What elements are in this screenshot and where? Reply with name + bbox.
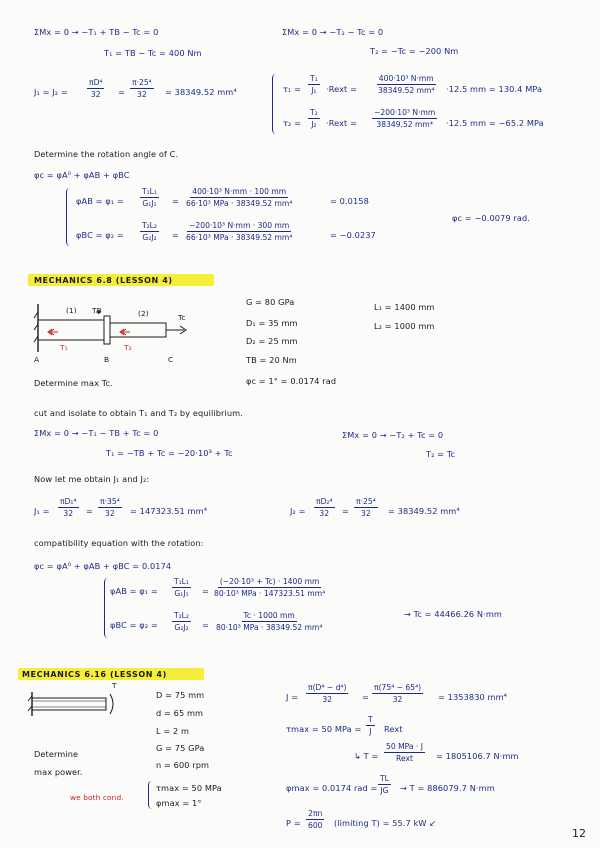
s2-phibc-frac: $\frac{\text{T₂L₂}}{\text{G₂J₂}}$ — [174, 611, 189, 632]
j1-lhs: J₁ = — [34, 506, 50, 516]
cond-brace — [148, 781, 155, 809]
given-g: G = 80 GPa — [246, 297, 295, 307]
j1-frac: $\frac{\text{πD₁⁴}}{32}$ — [60, 497, 77, 518]
phi-max-eq: φmax = 0.0174 rad = — [286, 783, 378, 793]
tau2-lhs: τ₂ = — [283, 118, 302, 128]
phiab-eq: = — [172, 196, 179, 206]
given-l1: L₁ = 1400 mm — [374, 302, 435, 312]
phibc-frac2: −200·10³ N·mm · 300 mm 66·10³ MPa · 38349.52 mm⁴ — [186, 221, 293, 242]
j1-result: = 147323.51 mm⁴ — [130, 506, 208, 516]
fig-t2: T₂ — [124, 343, 132, 352]
tau1-result: ·12.5 mm = 130.4 MPa — [446, 84, 543, 94]
given-tb: TB = 20 Nm — [246, 355, 297, 365]
j-lhs: J₁ = J₂ = — [34, 87, 68, 97]
given-d2: D₂ = 25 mm — [246, 336, 298, 346]
eq-t2: T₂ = −Tc = −200 Nm — [370, 46, 459, 56]
tau-max-eq: τmax = 50 MPa = — [286, 724, 362, 734]
tau-t-lhs: ↳ T = — [354, 751, 379, 761]
eq-sum-moments-2: ΣMx = 0 → −T₂ − Tc = 0 — [282, 27, 384, 37]
phiab-frac2: 400·10³ N·mm · 100 mm 66·10³ MPa · 38349.52 mm⁴ — [186, 187, 293, 208]
tube-torque-label: T — [112, 681, 117, 690]
s2-phibc-lhs: φBC = φ₂ = — [110, 620, 158, 630]
tau-t-frac: 50 MPa · J Rext — [386, 742, 424, 763]
max-power-label: max power. — [34, 767, 83, 777]
power-frac: $\frac{2\pi n}{600}$ — [308, 809, 323, 830]
phibc-frac: $\frac{\text{T₂L₂}}{\text{G₂J₂}}$ — [142, 221, 157, 242]
cut-isolate: cut and isolate to obtain T₁ and T₂ by equilibrium. — [34, 408, 243, 418]
phi-brace — [66, 188, 73, 246]
phi-max-frac: $\frac{TL}{JG}$ — [380, 774, 389, 795]
fig-t1: T₁ — [60, 343, 68, 352]
phibc-lhs: φBC = φ₂ = — [76, 230, 124, 240]
j-frac-2: $\frac{\text{π·25⁴}}{32}$ — [132, 78, 152, 99]
s2-phibc-frac2: Tc · 1000 mm 80·10³ MPa · 38349.52 mm⁴ — [216, 611, 323, 632]
tau-frac: $\frac{T}{J}$ — [368, 715, 373, 736]
given-g-mod: G = 75 GPa — [156, 743, 205, 753]
tau2-mid: ·Rext = — [326, 118, 358, 128]
determine-tc: Determine max Tc. — [34, 378, 113, 388]
s3-j-lhs: J = — [286, 692, 299, 702]
phiab-lhs: φAB = φ₁ = — [76, 196, 124, 206]
eq-t2-expr: T₂ = Tc — [426, 449, 456, 459]
page-number: 12 — [572, 827, 586, 840]
now-obtain-j: Now let me obtain J₁ and J₂: — [34, 474, 150, 484]
j-frac-1: $\frac{\text{πD⁴}}{32}$ — [89, 78, 103, 99]
tau1-mid: ·Rext = — [326, 84, 358, 94]
phiab-frac: $\frac{\text{T₁L₁}}{\text{G₁J₁}}$ — [142, 187, 157, 208]
given-d1: D₁ = 35 mm — [246, 318, 298, 328]
fig-c: C — [168, 355, 174, 364]
tau-rext: Rext — [384, 724, 403, 734]
s2-phiab-frac2: (−20·10³ + Tc) · 1400 mm 80·10³ MPa · 147323.51 mm⁴ — [214, 577, 326, 598]
s3-j-frac2: $\frac{\text{π(75⁴ − 65⁴)}}{32}$ — [374, 683, 422, 704]
fig-segment-1: (1) — [66, 306, 77, 315]
given-phic: φc = 1° = 0.0174 rad — [246, 376, 337, 386]
j2-eq: = — [342, 506, 349, 516]
s2-phiab-lhs: φAB = φ₁ = — [110, 586, 158, 596]
cond-tau-max: τmax = 50 MPa — [156, 783, 222, 793]
phi-t-result: → T = 886079.7 N·mm — [400, 783, 495, 793]
given-l2: L₂ = 1000 mm — [374, 321, 435, 331]
shaft-diagram — [34, 302, 204, 362]
s3-j-frac: $\frac{\text{π(D⁴ − d⁴)}}{32}$ — [308, 683, 347, 704]
fig-b: B — [104, 355, 110, 364]
compatibility-eq: φc = φA⁰ + φAB + φBC = 0.0174 — [34, 561, 172, 571]
tau1-frac2: $\frac{\text{400·10³ N·mm}}{\text{38349.52 mm⁴}}$ — [378, 74, 435, 95]
given-outer-d: D = 75 mm — [156, 690, 205, 700]
phi-c-result: φc = −0.0079 rad. — [452, 213, 530, 223]
s3-j-eq: = — [362, 692, 369, 702]
s2-phibc-eq: = — [202, 620, 209, 630]
tau1-lhs: τ₁ = — [283, 84, 302, 94]
s2-phiab-eq: = — [202, 586, 209, 596]
eq-sum-moments-1: ΣMx = 0 → −T₁ + TB − Tc = 0 — [34, 27, 159, 37]
compatibility-label: compatibility equation with the rotation: — [34, 538, 204, 548]
phibc-eq: = — [172, 230, 179, 240]
j1-eq: = — [86, 506, 93, 516]
power-lhs: P = — [286, 818, 301, 828]
j2-frac: $\frac{\text{πD₂⁴}}{32}$ — [316, 497, 333, 518]
tau2-result: ·12.5 mm = −65.2 MPa — [446, 118, 544, 128]
fig-tb: TB — [92, 306, 102, 315]
fig-tc: Tc — [178, 313, 186, 322]
fig-segment-2: (2) — [138, 309, 149, 318]
s3-j-result: = 1353830 mm⁴ — [438, 692, 508, 702]
eq-equilibrium-1: ΣMx = 0 → −T₁ − TB + Tc = 0 — [34, 428, 159, 438]
both-conditions-note: we both cond. — [70, 793, 124, 802]
j2-frac2: $\frac{\text{π·25⁴}}{32}$ — [356, 497, 376, 518]
j2-result: = 38349.52 mm⁴ — [388, 506, 460, 516]
tau2-frac: $\frac{\text{T₂}}{\text{J₂}}$ — [310, 108, 318, 129]
given-length: L = 2 m — [156, 726, 190, 736]
cond-phi-max: φmax = 1° — [156, 798, 202, 808]
phi-c-sum: φc = φA⁰ + φAB + φBC — [34, 170, 130, 180]
eq-t1-expr: T₁ = −TB + Tc = −20·10³ + Tc — [106, 448, 233, 458]
section-title-6-16: MECHANICS 6.16 (LESSON 4) — [22, 670, 167, 679]
tc-result: → Tc = 44466.26 N·mm — [404, 609, 502, 619]
j1-frac2: $\frac{\text{π·35⁴}}{32}$ — [100, 497, 120, 518]
s2-phiab-frac: $\frac{\text{T₁L₁}}{\text{G₁J₁}}$ — [174, 577, 189, 598]
eq-t1: T₁ = TB − Tc = 400 Nm — [104, 48, 202, 58]
eq-equilibrium-2: ΣMx = 0 → −T₂ + Tc = 0 — [342, 430, 444, 440]
tau2-frac2: $\frac{\text{−200·10³ N·mm}}{\text{38349.52 mm⁴}}$ — [374, 108, 436, 129]
phiab-result: = 0.0158 — [330, 196, 369, 206]
given-speed: n = 600 rpm — [156, 760, 210, 770]
phibc-result: = −0.0237 — [330, 230, 376, 240]
determine-label: Determine — [34, 749, 79, 759]
j-result: = 38349.52 mm⁴ — [165, 87, 237, 97]
tube-diagram — [30, 692, 126, 718]
fig-a: A — [34, 355, 40, 364]
j-eq: = — [118, 87, 125, 97]
tau1-frac: $\frac{\text{T₁}}{\text{J₁}}$ — [310, 74, 318, 95]
power-result: (limiting T) = 55.7 kW ↙ — [334, 818, 437, 828]
tau-brace — [272, 74, 279, 134]
j2-lhs: J₂ = — [290, 506, 306, 516]
section-title-6-8: MECHANICS 6.8 (LESSON 4) — [34, 276, 173, 285]
tau-t-result: = 1805106.7 N·mm — [436, 751, 519, 761]
given-inner-d: d = 65 mm — [156, 708, 204, 718]
determine-rotation: Determine the rotation angle of C. — [34, 149, 179, 159]
